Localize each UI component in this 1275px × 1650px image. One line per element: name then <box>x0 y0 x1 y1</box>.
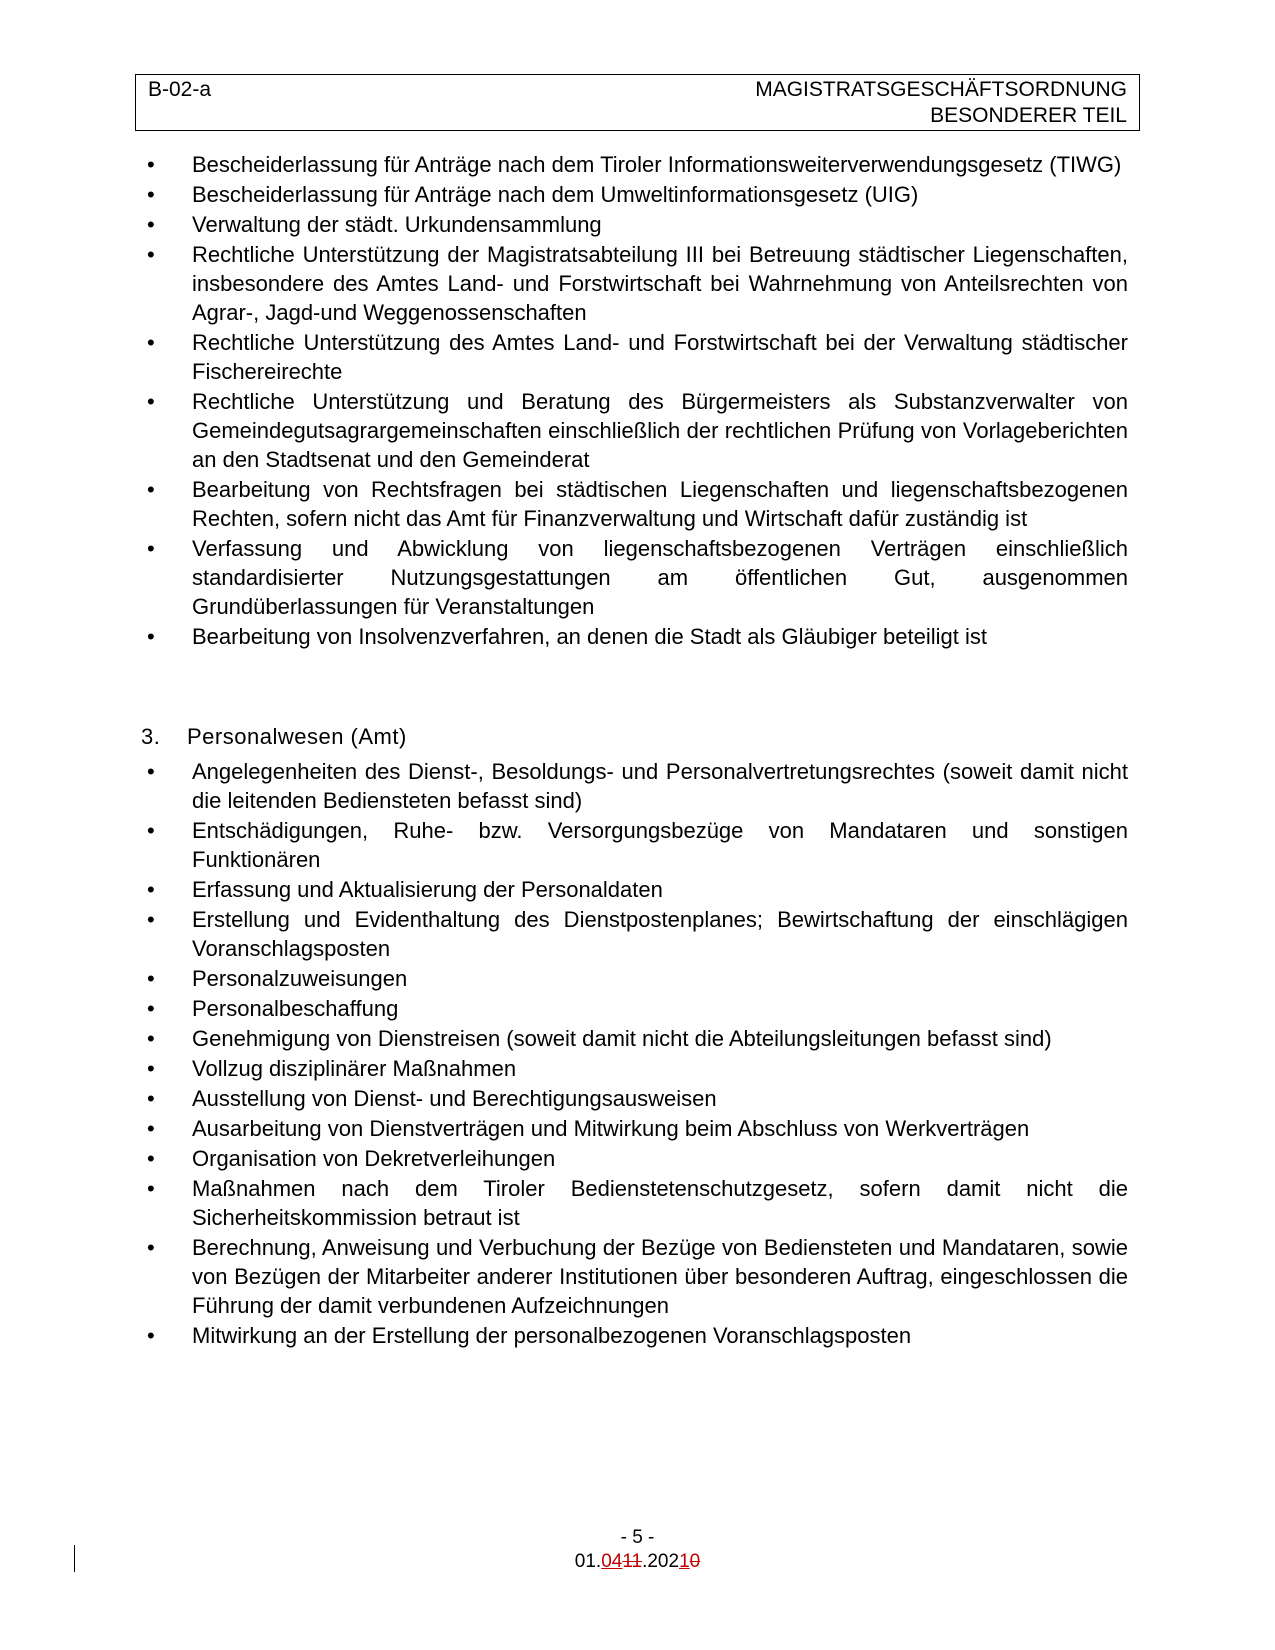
list-item: • Verfassung und Abwicklung von liegenschaftsbezogenen Verträgen einschließlich standardisierter Nutzungsgestattungen am öffentlichen Gut, ausgenommen Grundüberlassungen für Veranstaltungen <box>141 534 1128 621</box>
list-item: • Berechnung, Anweisung und Verbuchung der Bezüge von Bediensteten und Mandataren, sowie von Bezügen der Mitarbeiter anderer Institutionen über besonderen Auftrag, eingeschlossen die Führung der damit verbundenen Aufzeichnungen <box>141 1233 1128 1320</box>
list-item: • Entschädigungen, Ruhe- bzw. Versorgungsbezüge von Mandataren und sonstigen Funktionären <box>141 816 1128 874</box>
list-item: • Maßnahmen nach dem Tiroler Bedienstetenschutzgesetz, sofern damit nicht die Sicherheitskommission betraut ist <box>141 1174 1128 1232</box>
section-title: Personalwesen (Amt) <box>187 724 407 749</box>
header-title <box>755 77 1127 129</box>
list-item: • Bescheiderlassung für Anträge nach dem Umweltinformationsgesetz (UIG) <box>141 180 1128 209</box>
list-item: • Vollzug disziplinärer Maßnahmen <box>141 1054 1128 1083</box>
date-prefix: 01. <box>574 1551 602 1572</box>
list-item: • Verwaltung der städt. Urkundensammlung <box>141 210 1128 239</box>
change-bar <box>74 1545 75 1572</box>
list-item: • Rechtliche Unterstützung der Magistratsabteilung III bei Betreuung städtischer Liegenschaften, insbesondere des Amtes Land- und Forstwirtschaft bei Wahrnehmung von Anteilsrechten von Agrar-, Jagd-und Weggenossenschaften <box>141 240 1128 327</box>
list-item: • Ausarbeitung von Dienstverträgen und Mitwirkung beim Abschluss von Werkverträgen <box>141 1114 1128 1143</box>
revision-date <box>0 1550 1275 1574</box>
page-number: - 5 - <box>620 1527 655 1548</box>
section-heading <box>141 721 1128 753</box>
list-item: • Angelegenheiten des Dienst-, Besoldungs- und Personalvertretungsrechtes (soweit damit nicht die leitenden Bediensteten befasst sind) <box>141 757 1128 815</box>
list-item: • Personalbeschaffung <box>141 994 1128 1023</box>
list-item: • Erstellung und Evidenthaltung des Dienstpostenplanes; Bewirtschaftung der einschlägigen Voranschlagsposten <box>141 905 1128 963</box>
list-item: • Bearbeitung von Insolvenzverfahren, an denen die Stadt als Gläubiger beteiligt ist <box>141 622 1128 651</box>
list-item: • Rechtliche Unterstützung des Amtes Land- und Forstwirtschaft bei der Verwaltung städtischer Fischereirechte <box>141 328 1128 386</box>
date-year: .202 <box>642 1551 680 1572</box>
header-title-line1: MAGISTRATSGESCHÄFTSORDNUNG <box>755 78 1127 101</box>
list-item: • Bescheiderlassung für Anträge nach dem Tiroler Informationsweiterverwendungsgesetz (TIWG) <box>141 150 1128 179</box>
header-title-line2: BESONDERER TEIL <box>930 104 1127 127</box>
deleted-year-digit: 0 <box>689 1551 701 1572</box>
list-item: • Personalzuweisungen <box>141 964 1128 993</box>
task-list-personnel <box>141 757 1128 1350</box>
inserted-month: 04 <box>601 1551 623 1572</box>
document-body <box>141 150 1128 1351</box>
deleted-month: 11 <box>622 1551 643 1572</box>
list-item: • Erfassung und Aktualisierung der Personaldaten <box>141 875 1128 904</box>
page-header <box>135 74 1140 131</box>
inserted-year-digit: 1 <box>679 1551 690 1572</box>
document-id: B-02-a <box>148 78 212 101</box>
task-list-legal <box>141 150 1128 651</box>
list-item: • Bearbeitung von Rechtsfragen bei städtischen Liegenschaften und liegenschaftsbezogenen Rechten, sofern nicht das Amt für Finanzverwaltung und Wirtschaft dafür zuständig ist <box>141 475 1128 533</box>
list-item: • Mitwirkung an der Erstellung der personalbezogenen Voranschlagsposten <box>141 1321 1128 1350</box>
list-item: • Rechtliche Unterstützung und Beratung des Bürgermeisters als Substanzverwalter von Gemeindegutsagrargemeinschaften einschließlich der rechtlichen Prüfung von Vorlageberichten an den Stadtsenat und den Gemeinderat <box>141 387 1128 474</box>
list-item: • Ausstellung von Dienst- und Berechtigungsausweisen <box>141 1084 1128 1113</box>
list-item: • Genehmigung von Dienstreisen (soweit damit nicht die Abteilungsleitungen befasst sind) <box>141 1024 1128 1053</box>
section-number: 3. <box>141 724 161 749</box>
list-item: • Organisation von Dekretverleihungen <box>141 1144 1128 1173</box>
